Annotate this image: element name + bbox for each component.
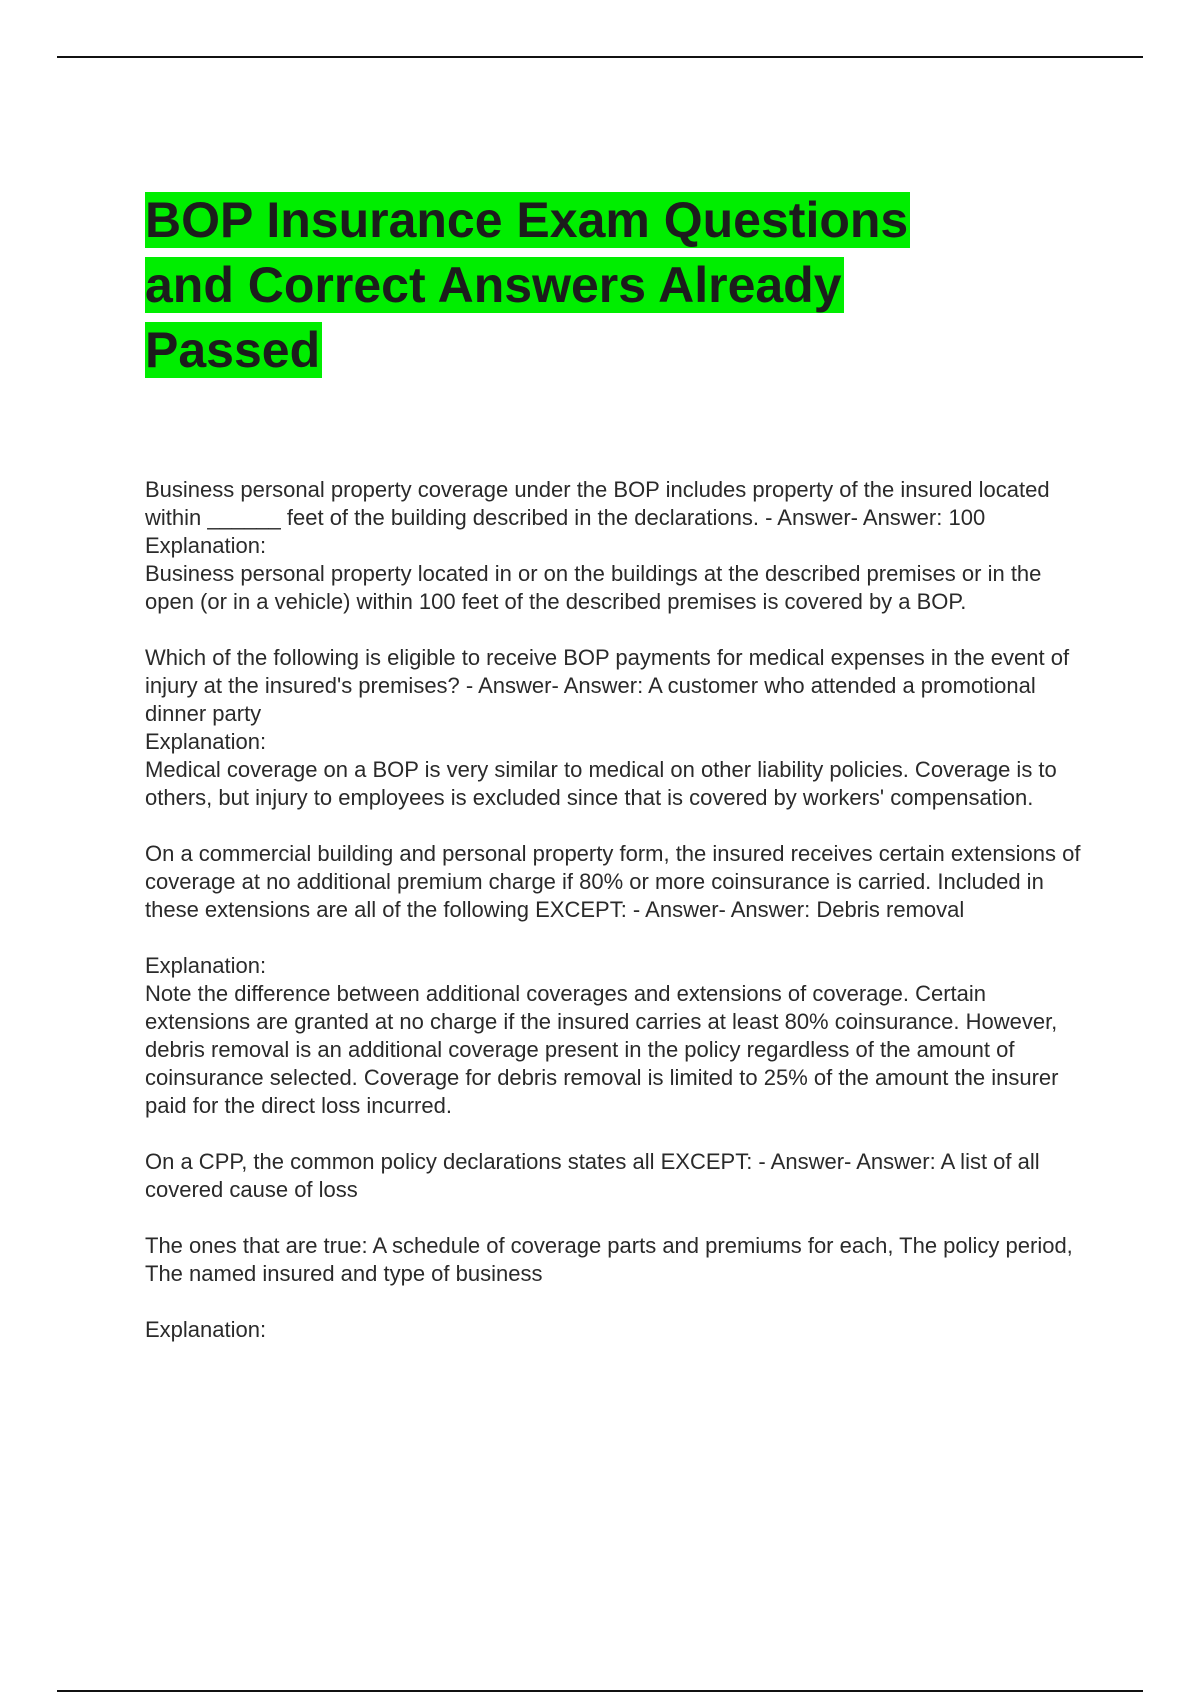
- question-2: Which of the following is eligible to receive BOP payments for medical expenses in the event of injury at the insured's premises? - Answer- Answer: A customer who attended a promotional dinner party: [145, 645, 1070, 726]
- question-4: On a CPP, the common policy declarations states all EXCEPT: - Answer- Answer: A list of all covered cause of loss: [145, 1149, 1040, 1202]
- document-title: [145, 188, 1045, 383]
- spacer: [145, 1120, 1090, 1148]
- explanation-label-2: Explanation:: [145, 729, 267, 754]
- explanation-2: Medical coverage on a BOP is very similar to medical on other liability policies. Coverage is to others, but injury to employees is excluded since that is covered by workers' compensation.: [145, 757, 1057, 810]
- explanation-label-4: Explanation:: [145, 1317, 267, 1342]
- title-line-2: and Correct Answers Already: [145, 257, 842, 313]
- title-line-1: BOP Insurance Exam Questions: [145, 192, 909, 248]
- document-body: [145, 476, 1090, 1344]
- spacer: [145, 924, 1090, 952]
- bottom-rule: [57, 1690, 1143, 1692]
- explanation-label-1: Explanation:: [145, 533, 267, 558]
- explanation-1: Business personal property located in or on the buildings at the described premises or in the open (or in a vehicle) within 100 feet of the described premises is covered by a BOP.: [145, 561, 1042, 614]
- top-rule: [57, 56, 1143, 58]
- spacer: [145, 1204, 1090, 1232]
- explanation-3: Note the difference between additional coverages and extensions of coverage. Certain extensions are granted at no charge if the insured carries at least 80% coinsurance. However, debris removal is an additional coverage present in the policy regardless of the amount of coinsurance selected. Coverage for debris removal is limited to 25% of the amount the insurer paid for the direct loss incurred.: [145, 981, 1059, 1118]
- explanation-label-3: Explanation:: [145, 953, 267, 978]
- true-statements: The ones that are true: A schedule of coverage parts and premiums for each, The policy period, The named insured and type of business: [145, 1233, 1073, 1286]
- spacer: [145, 616, 1090, 644]
- title-line-3: Passed: [145, 322, 321, 378]
- spacer: [145, 812, 1090, 840]
- question-3: On a commercial building and personal property form, the insured receives certain extensions of coverage at no additional premium charge if 80% or more coinsurance is carried. Included in these extensions are all of the following EXCEPT: - Answer- Answer: Debris removal: [145, 841, 1081, 922]
- question-1: Business personal property coverage under the BOP includes property of the insured located within ______ feet of the building described in the declarations. - Answer- Answer: 100: [145, 477, 1050, 530]
- spacer: [145, 1288, 1090, 1316]
